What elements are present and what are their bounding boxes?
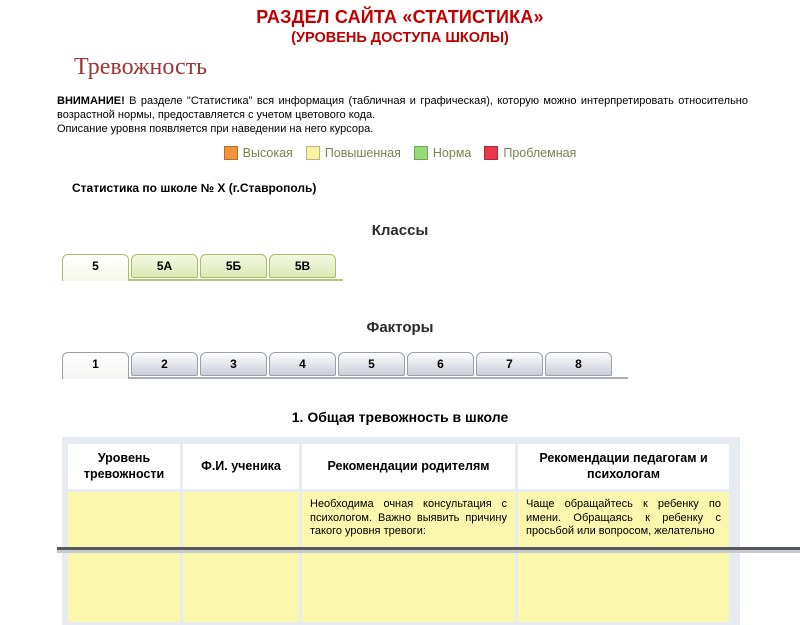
legend-item-high	[224, 146, 293, 160]
problem-color-swatch	[484, 146, 498, 160]
warning-note	[57, 94, 748, 136]
legend-item-problem	[484, 146, 576, 160]
factor-tabs	[62, 352, 614, 379]
legend-label: Высокая	[242, 146, 293, 160]
factors-heading: Факторы	[366, 319, 434, 336]
recommendations-table	[65, 441, 732, 625]
class-tab-5v[interactable]: 5В	[269, 254, 336, 278]
class-tab-5[interactable]: 5	[62, 254, 129, 281]
bottom-frame-edge	[57, 547, 800, 553]
recommendations-table-wrapper	[62, 437, 740, 625]
page-title: РАЗДЕЛ САЙТА «СТАТИСТИКА»	[256, 7, 544, 27]
norm-color-swatch	[414, 146, 428, 160]
section-title-anxiety: Тревожность	[74, 54, 208, 80]
school-statistics-caption: Статистика по школе № X (г.Ставрополь)	[72, 181, 317, 195]
warning-line-1	[57, 94, 748, 122]
warning-label: ВНИМАНИЕ!	[57, 95, 125, 107]
page-subtitle: (УРОВЕНЬ ДОСТУПА ШКОЛЫ)	[291, 30, 509, 46]
cell-teacher-recommendations: Чаще обращайтесь к ребенку по имени. Обращаясь к ребенку с просьбой или вопросом, желательно	[518, 492, 729, 622]
factor-tab-8[interactable]: 8	[545, 352, 612, 376]
class-tabs	[62, 254, 338, 281]
factor-tab-6[interactable]: 6	[407, 352, 474, 376]
class-tab-5b[interactable]: 5Б	[200, 254, 267, 278]
color-legend	[0, 146, 800, 160]
cell-anxiety-level	[68, 492, 180, 622]
warning-line-2: Описание уровня появляется при наведении на него курсора.	[57, 123, 374, 135]
legend-item-elevated	[306, 146, 401, 160]
factor-tab-7[interactable]: 7	[476, 352, 543, 376]
classes-heading: Классы	[371, 222, 429, 239]
warning-text: В разделе "Статистика" вся информация (табличная и графическая), которую можно интерпретировать относительно возрастной нормы, предоставляется с учетом цветового кода.	[57, 95, 748, 121]
factor-tab-3[interactable]: 3	[200, 352, 267, 376]
column-header-anxiety-level: Уровень тревожности	[68, 444, 180, 489]
factor-tab-2[interactable]: 2	[131, 352, 198, 376]
legend-label: Повышенная	[324, 146, 401, 160]
cell-parent-recommendations: Необходима очная консультация с психологом. Важно выявить причину такого уровня тревоги:	[302, 492, 515, 622]
legend-item-norm	[414, 146, 471, 160]
legend-label: Норма	[432, 146, 472, 160]
column-header-parent-recommendations: Рекомендации родителям	[302, 444, 515, 489]
table-row	[68, 492, 729, 622]
legend-label: Проблемная	[503, 146, 577, 160]
cell-student-name	[183, 492, 299, 622]
elevated-color-swatch	[306, 146, 320, 160]
high-color-swatch	[224, 146, 238, 160]
factor-tab-4[interactable]: 4	[269, 352, 336, 376]
column-header-student-name: Ф.И. ученика	[183, 444, 299, 489]
column-header-teacher-recommendations: Рекомендации педагогам и психологам	[518, 444, 729, 489]
class-tab-5a[interactable]: 5А	[131, 254, 198, 278]
factor-tab-1[interactable]: 1	[62, 352, 129, 379]
table-header-row	[68, 444, 729, 489]
factor-table-title: 1. Общая тревожность в школе	[291, 409, 509, 425]
factor-tab-5[interactable]: 5	[338, 352, 405, 376]
